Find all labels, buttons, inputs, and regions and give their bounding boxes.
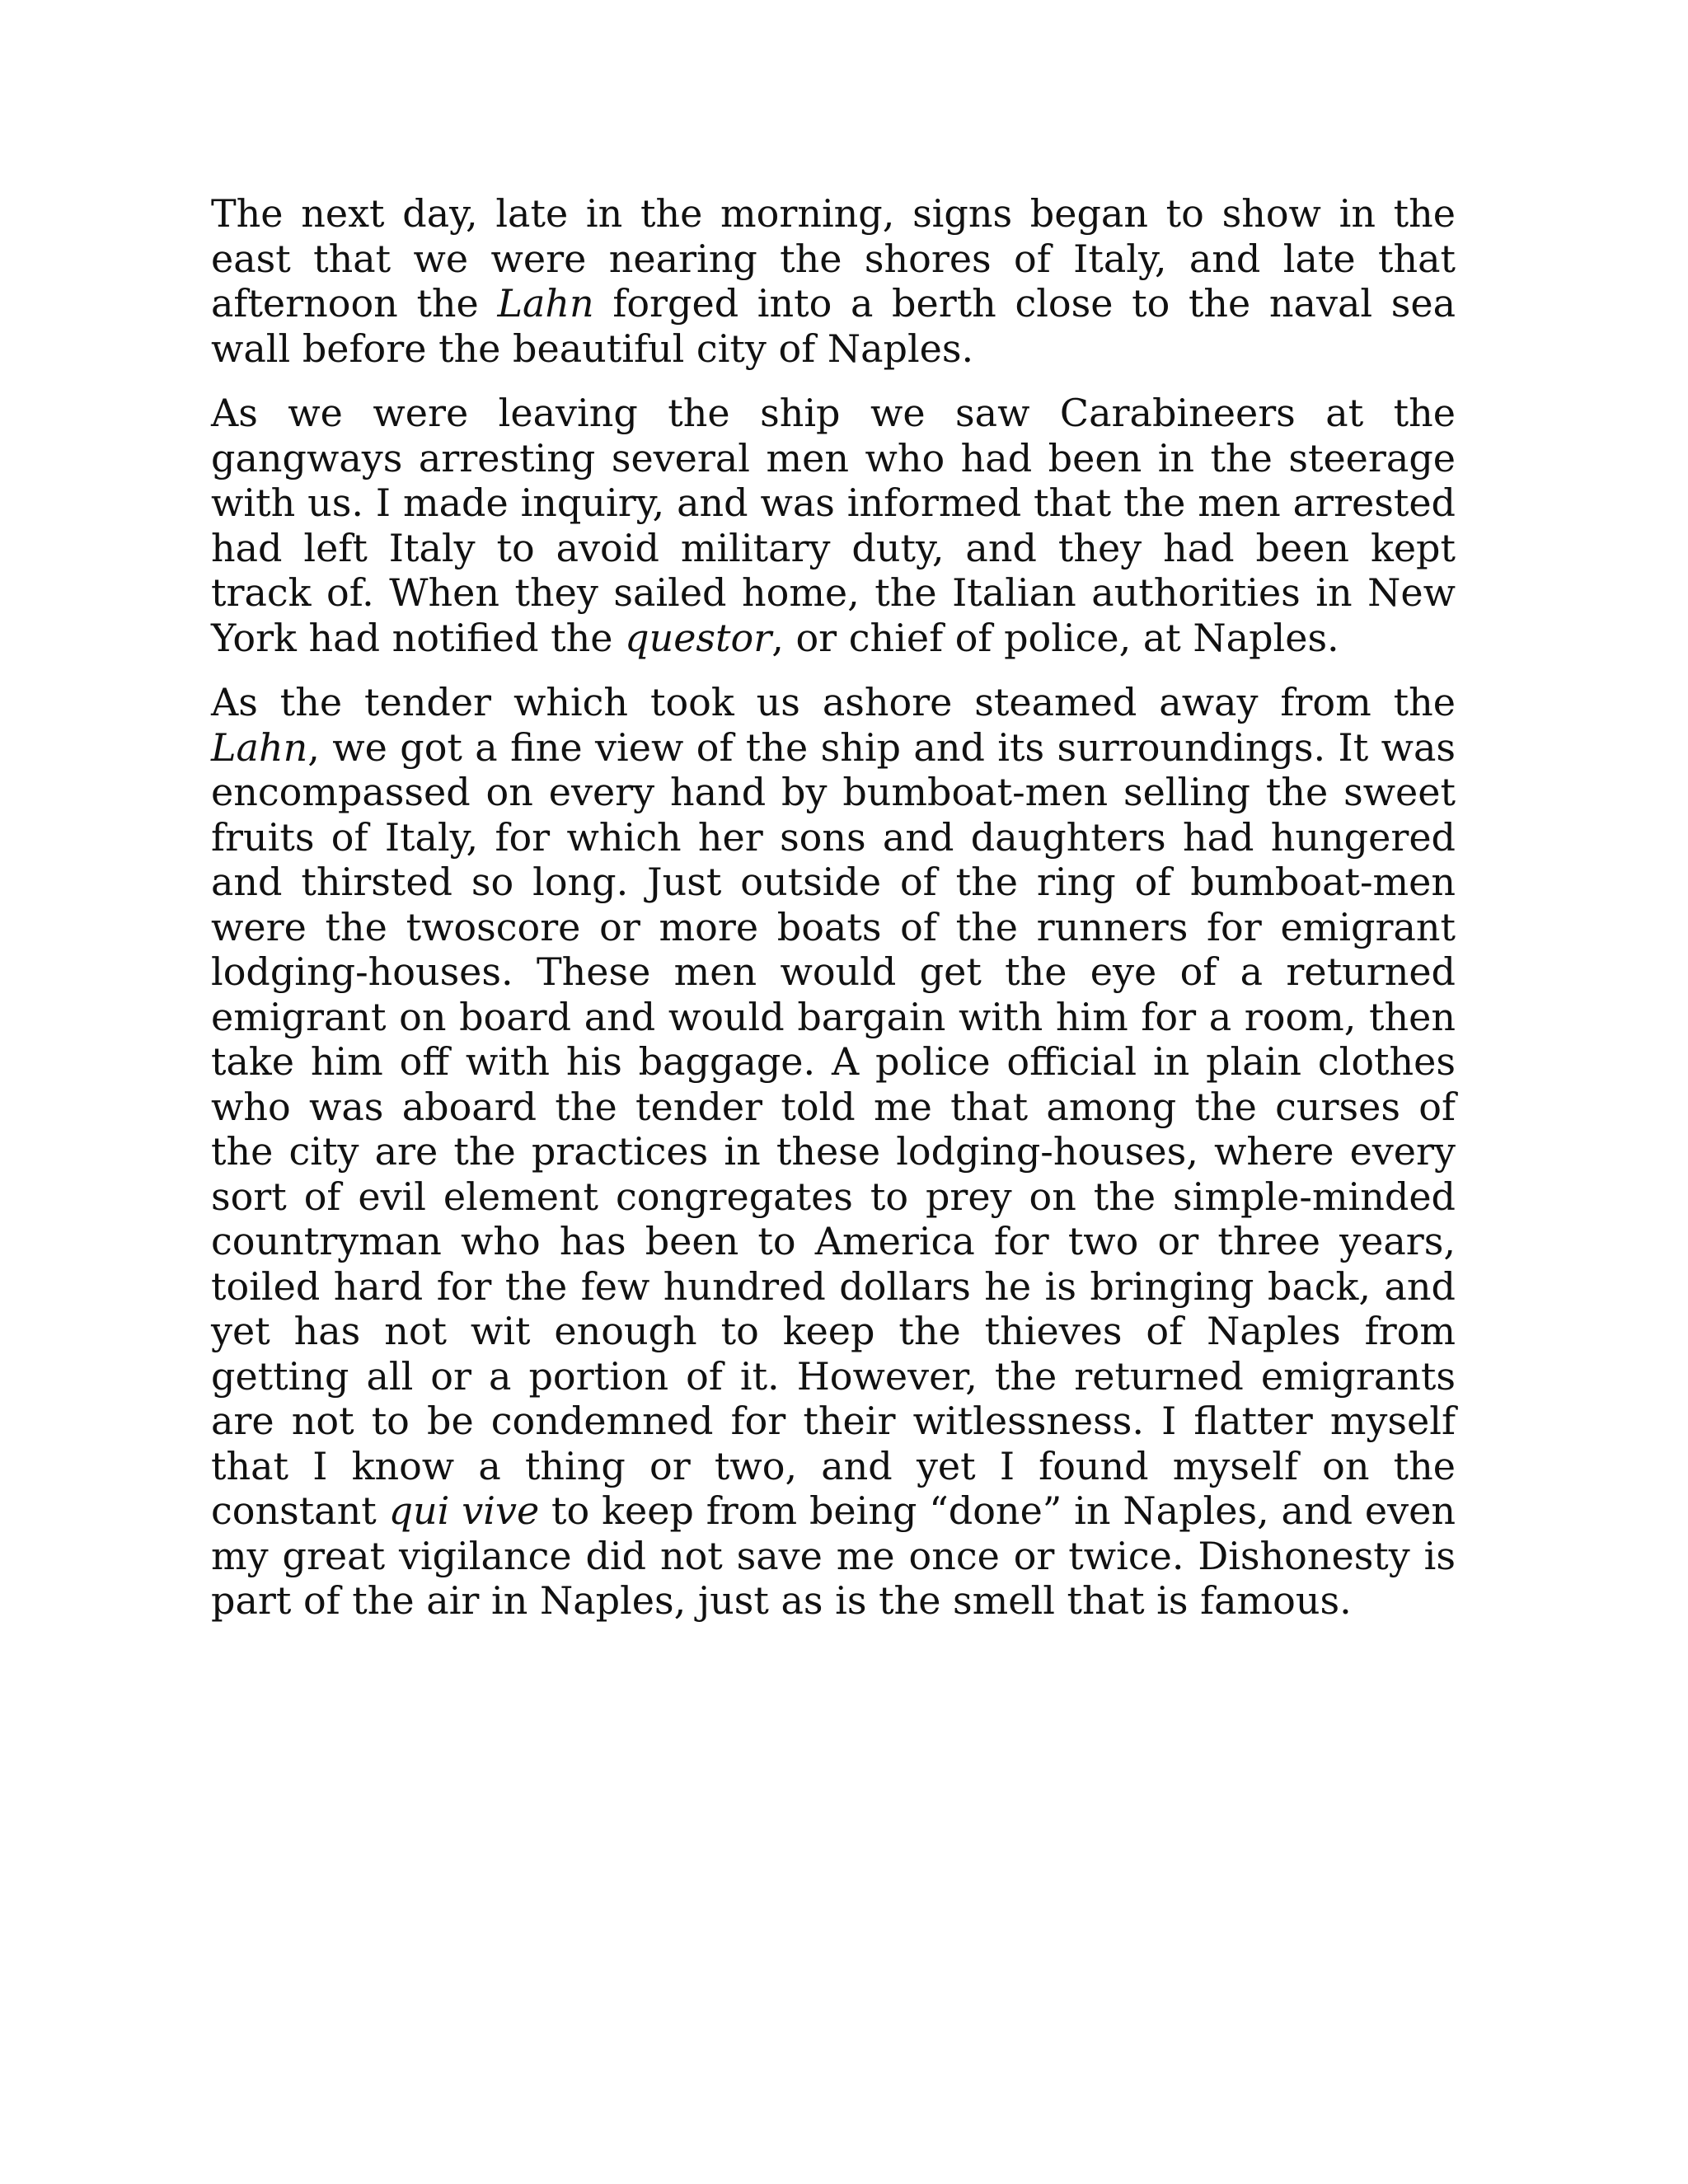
paragraph-3 [211, 680, 1456, 1624]
italic-term-questor: questor [625, 615, 772, 660]
italic-ship-name: Lahn [497, 281, 594, 326]
paragraph-text: to keep from being “done” in Naples, and even my great vigilance did not save me once or twice. Dishonesty is part of the air in Naples, just as is the smell that is famous. [211, 1488, 1456, 1623]
paragraph-text: , we got a fine view of the ship and its surroundings. It was encompassed on every hand by bumboat-men selling the sweet fruits of Italy, for which her sons and daughters had hungered and thirsted so long. Just outside of the ring of bumboat-men were the twoscore or more boats of the runners for emigrant lodging-houses. These men would get the eye of a returned emigrant on board and would bargain with him for a room, then take him off with his baggage. A police official in plain clothes who was aboard the tender told me that among the curses of the city are the practices in these lodging-houses, where every sort of evil element congregates to prey on the simple-minded countryman who has been to America for two or three years, toiled hard for the few hundred dollars he is bringing back, and yet has not wit enough to keep the thieves of Naples from getting all or a portion of it. However, the returned emigrants are not to be condemned for their witlessness. I flatter myself that I know a thing or two, and yet I found myself on the constant [211, 724, 1456, 1533]
paragraph-2 [211, 391, 1456, 660]
paragraph-text: As we were leaving the ship we saw Carabineers at the gangways arresting several men who had been in the steerage with us. I made inquiry, and was informed that the men arrested had left Italy to avoid military duty, and they had been kept track of. When they sailed home, the Italian authorities in New York had notified the [211, 391, 1456, 660]
paragraph-text: , or chief of police, at Naples. [771, 615, 1339, 660]
italic-ship-name: Lahn [211, 724, 308, 770]
paragraph-1 [211, 191, 1456, 371]
italic-term-qui-vive: qui vive [388, 1488, 540, 1533]
paragraph-text: As the tender which took us ashore steamed away from the [211, 680, 1456, 724]
paragraph-text: forged into a berth close to the naval sea wall before the beautiful city of Naples. [211, 281, 1456, 371]
document-body [211, 191, 1456, 1643]
paragraph-text: The next day, late in the morning, signs began to show in the east that we were nearing the shores of Italy, and late that afternoon the [211, 191, 1456, 326]
